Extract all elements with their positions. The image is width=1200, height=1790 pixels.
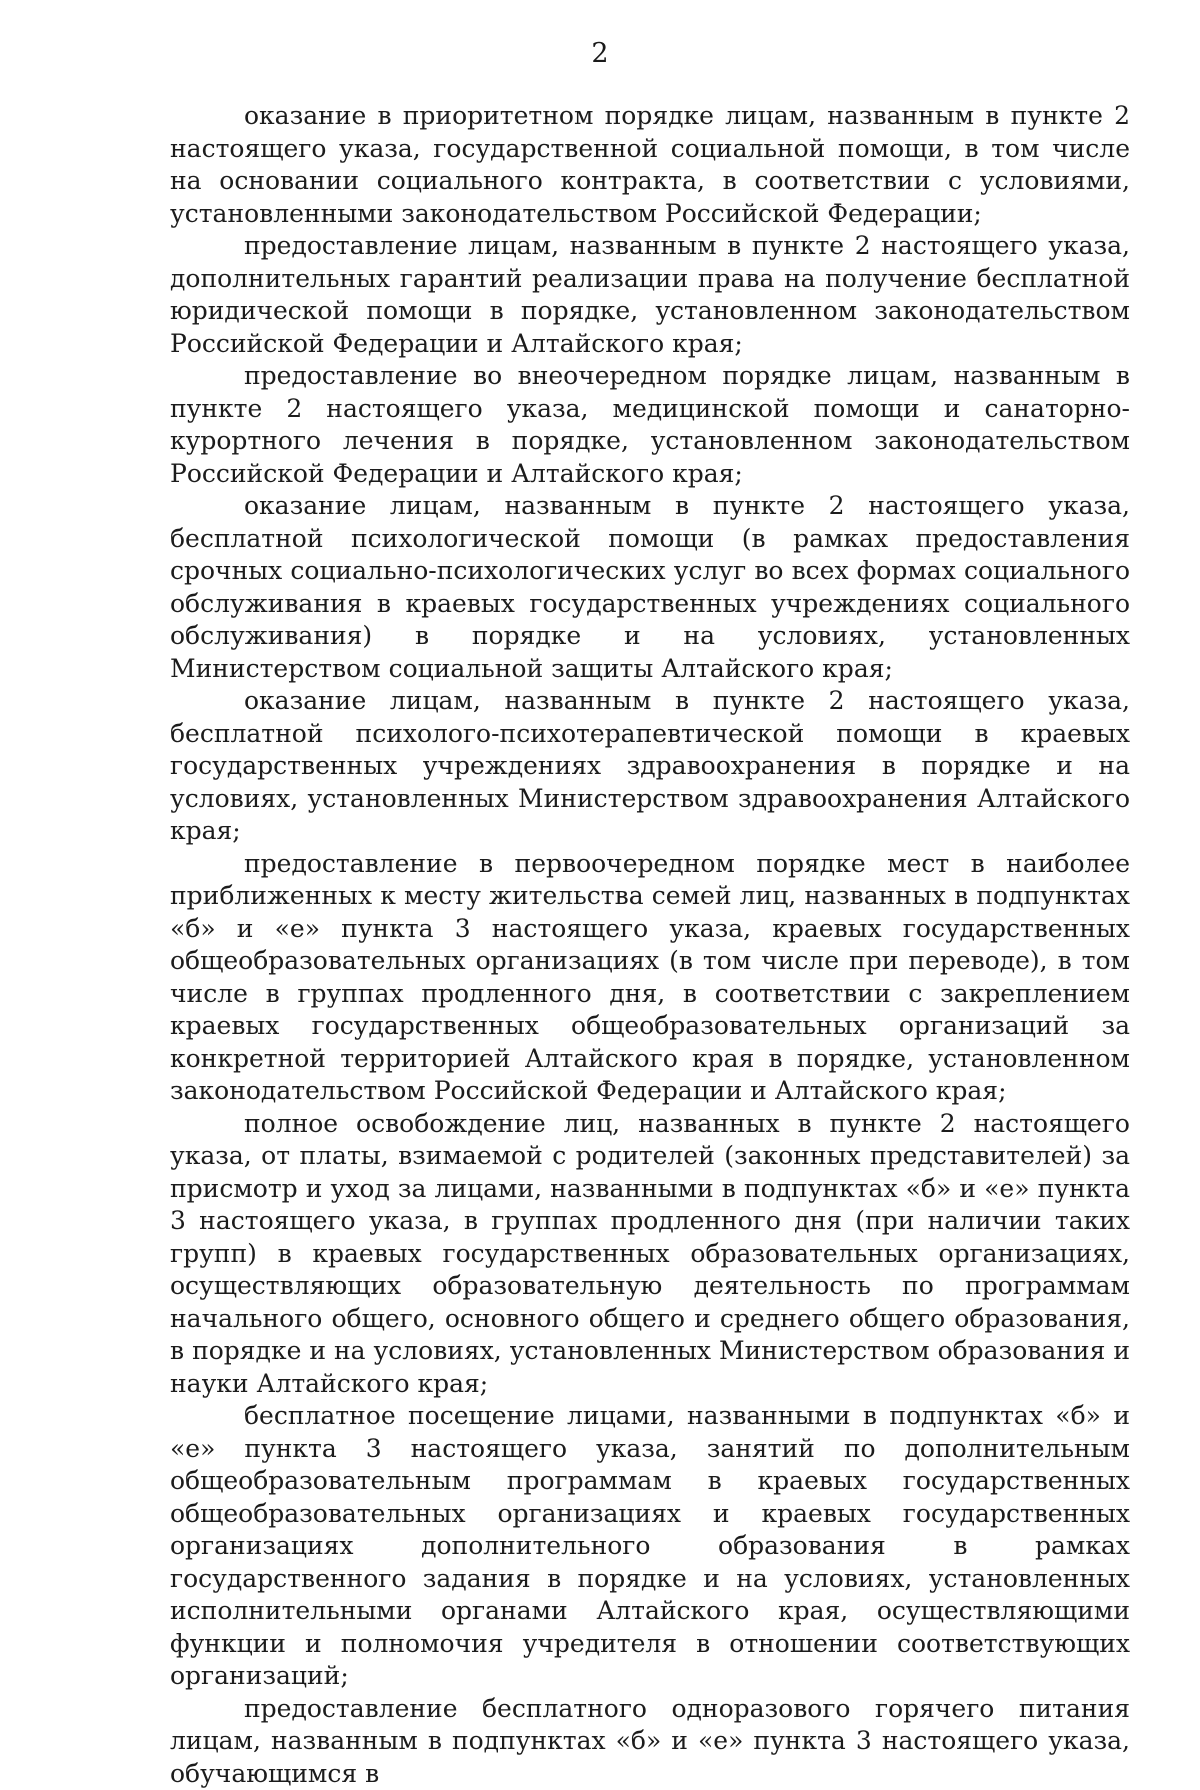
paragraph: бесплатное посещение лицами, названными в подпунктах «б» и «е» пункта 3 настоящего указа, занятий по дополнительным общеобразовательным программам в краевых государственных общеобразовательных организациях и краевых государственных организациях дополнительного образования в рамках государственного задания в порядке и на условиях, установленных исполнительными органами Алтайского края, осуществляющими функции и полномочия учредителя в отношении соответствующих организаций; — [170, 1400, 1130, 1693]
paragraph: оказание в приоритетном порядке лицам, названным в пункте 2 настоящего указа, государственной социальной помощи, в том числе на основании социального контракта, в соответствии с условиями, установленными законодательством Российской Федерации; — [170, 100, 1130, 230]
paragraph: оказание лицам, названным в пункте 2 настоящего указа, бесплатной психологической помощи (в рамках предоставления срочных социально-психологических услуг во всех формах социального обслуживания в краевых государственных учреждениях социального обслуживания) в порядке и на условиях, установленных Министерством социальной защиты Алтайского края; — [170, 490, 1130, 685]
paragraph: оказание лицам, названным в пункте 2 настоящего указа, бесплатной психолого-психотерапевтической помощи в краевых государственных учреждениях здравоохранения в порядке и на условиях, установленных Министерством здравоохранения Алтайского края; — [170, 685, 1130, 848]
page-number: 2 — [0, 38, 1200, 69]
document-body — [170, 100, 1130, 1790]
paragraph: предоставление во внеочередном порядке лицам, названным в пункте 2 настоящего указа, медицинской помощи и санаторно-курортного лечения в порядке, установленном законодательством Российской Федерации и Алтайского края; — [170, 360, 1130, 490]
paragraph: предоставление в первоочередном порядке мест в наиболее приближенных к месту жительства семей лиц, названных в подпунктах «б» и «е» пункта 3 настоящего указа, краевых государственных общеобразовательных организациях (в том числе при переводе), в том числе в группах продленного дня, в соответствии с закреплением краевых государственных общеобразовательных организаций за конкретной территорией Алтайского края в порядке, установленном законодательством Российской Федерации и Алтайского края; — [170, 848, 1130, 1108]
paragraph: предоставление бесплатного одноразового горячего питания лицам, названным в подпунктах «б» и «е» пункта 3 настоящего указа, обучающимся в — [170, 1693, 1130, 1790]
paragraph: полное освобождение лиц, названных в пункте 2 настоящего указа, от платы, взимаемой с родителей (законных представителей) за присмотр и уход за лицами, названными в подпунктах «б» и «е» пункта 3 настоящего указа, в группах продленного дня (при наличии таких групп) в краевых государственных образовательных организациях, осуществляющих образовательную деятельность по программам начального общего, основного общего и среднего общего образования, в порядке и на условиях, установленных Министерством образования и науки Алтайского края; — [170, 1108, 1130, 1401]
paragraph: предоставление лицам, названным в пункте 2 настоящего указа, дополнительных гарантий реализации права на получение бесплатной юридической помощи в порядке, установленном законодательством Российской Федерации и Алтайского края; — [170, 230, 1130, 360]
